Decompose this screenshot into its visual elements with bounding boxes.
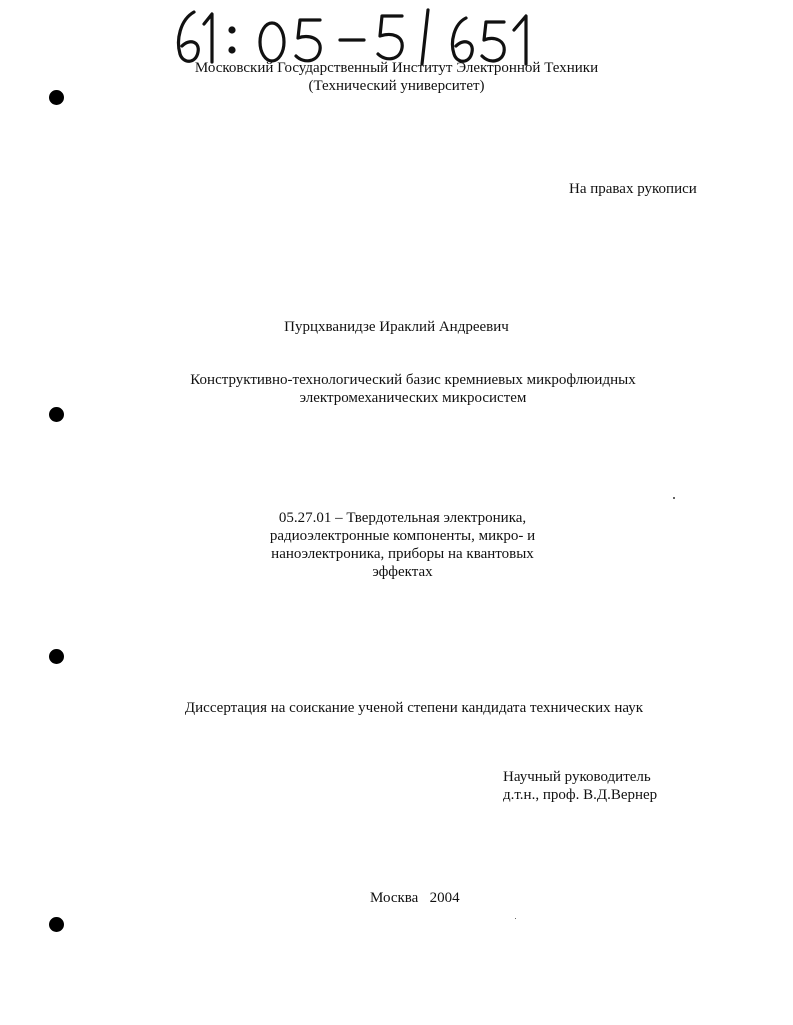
institute-name: Московский Государственный Институт Электронной Техники [194,60,599,76]
supervisor-name: д.т.н., проф. В.Д.Вернер [503,787,658,803]
dissertation-statement: Диссертация на соискание ученой степени кандидата технических наук [184,700,644,716]
thesis-title-line-2: электромеханических микросистем [299,390,527,406]
punch-hole-4 [49,917,64,932]
specialty-line-2: радиоэлектронные компоненты, микро- и [269,528,536,544]
specialty-line-4: эффектах [372,564,433,580]
thesis-title-line-1: Конструктивно-технологический базис кремниевых микрофлюидных [190,372,636,388]
punch-hole-3 [49,649,64,664]
author-name: Пурцхванидзе Ираклий Андреевич [284,319,509,335]
punch-hole-2 [49,407,64,422]
punch-hole-1 [49,90,64,105]
scan-speck [515,918,516,919]
supervisor-label: Научный руководитель [503,769,651,785]
institute-subtitle: (Технический университет) [308,78,485,94]
specialty-block [195,509,610,581]
manuscript-rights: На правах рукописи [569,181,697,197]
specialty-line-3: наноэлектроника, приборы на квантовых [271,546,534,562]
scan-speck [673,497,675,499]
thesis-title [0,371,793,407]
specialty-line-1: 05.27.01 – Твердотельная электроника, [278,510,527,526]
place-and-year: Москва 2004 [370,890,460,906]
